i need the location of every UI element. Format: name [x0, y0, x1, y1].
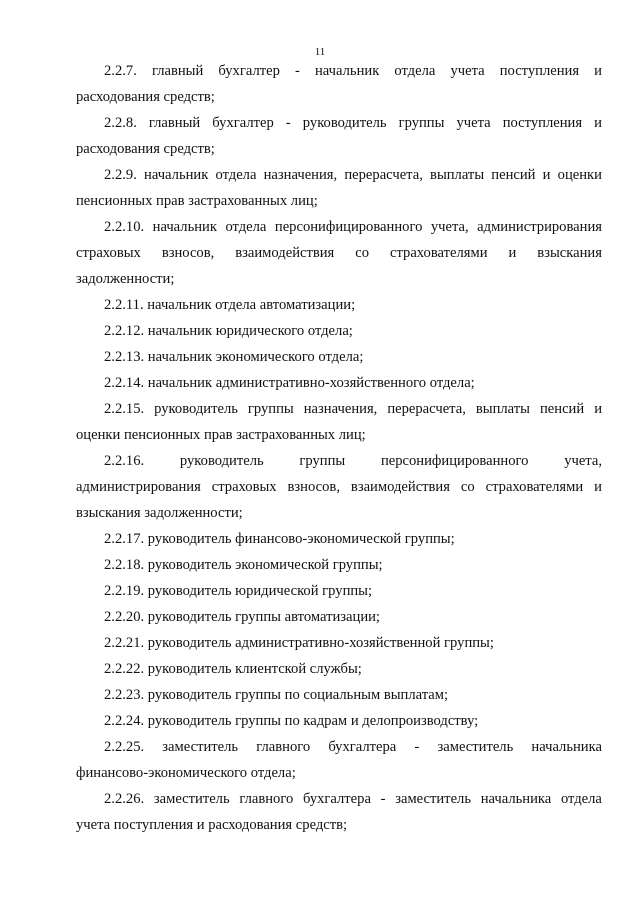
item-line: 2.2.25. заместитель главного бухгалтера - заместитель начальника	[104, 739, 602, 755]
item-line: 2.2.10. начальник отдела персонифицированного учета, администрирования	[104, 219, 602, 235]
item-line: задолженности;	[76, 271, 175, 287]
list-item: 2.2.19. руководитель юридической группы;	[104, 583, 373, 599]
list-item: 2.2.12. начальник юридического отдела;	[104, 323, 353, 339]
list-item	[76, 448, 602, 526]
list-item	[76, 396, 602, 448]
list-item: 2.2.23. руководитель группы по социальным выплатам;	[104, 687, 449, 703]
list-item	[76, 214, 602, 292]
item-line: учета поступления и расходования средств;	[76, 817, 348, 833]
item-line: расходования средств;	[76, 89, 215, 105]
list-item: 2.2.17. руководитель финансово-экономической группы;	[104, 531, 455, 547]
item-line: финансово-экономического отдела;	[76, 765, 296, 781]
list-item	[76, 58, 602, 110]
list-item: 2.2.21. руководитель административно-хозяйственной группы;	[104, 635, 494, 651]
item-line: 2.2.15. руководитель группы назначения, перерасчета, выплаты пенсий и	[104, 401, 602, 417]
item-line: оценки пенсионных прав застрахованных лиц;	[76, 427, 366, 443]
item-line: пенсионных прав застрахованных лиц;	[76, 193, 318, 209]
item-line: страховых взносов, взаимодействия со страхователями и взыскания	[76, 245, 602, 261]
item-line: расходования средств;	[76, 141, 215, 157]
list-item	[76, 110, 602, 162]
item-line: 2.2.7. главный бухгалтер - начальник отдела учета поступления и	[104, 63, 602, 79]
list-item: 2.2.11. начальник отдела автоматизации;	[104, 297, 356, 313]
list-item: 2.2.13. начальник экономического отдела;	[104, 349, 364, 365]
list-item	[76, 786, 602, 838]
list-item: 2.2.18. руководитель экономической группы;	[104, 557, 383, 573]
item-line: 2.2.16. руководитель группы персонифицированного учета,	[104, 453, 602, 469]
item-line: 2.2.8. главный бухгалтер - руководитель группы учета поступления и	[104, 115, 602, 131]
item-line: 2.2.9. начальник отдела назначения, перерасчета, выплаты пенсий и оценки	[104, 167, 602, 183]
list-item: 2.2.24. руководитель группы по кадрам и делопроизводству;	[104, 713, 479, 729]
list-item: 2.2.14. начальник административно-хозяйственного отдела;	[104, 375, 475, 391]
list-item: 2.2.22. руководитель клиентской службы;	[104, 661, 362, 677]
item-line: 2.2.26. заместитель главного бухгалтера - заместитель начальника отдела	[104, 791, 602, 807]
item-line: администрирования страховых взносов, взаимодействия со страхователями и	[76, 479, 602, 495]
page-number: 11	[314, 46, 326, 58]
list-item: 2.2.20. руководитель группы автоматизации;	[104, 609, 380, 625]
list-item	[76, 734, 602, 786]
document-body	[76, 58, 602, 838]
item-line: взыскания задолженности;	[76, 505, 243, 521]
list-item	[76, 162, 602, 214]
